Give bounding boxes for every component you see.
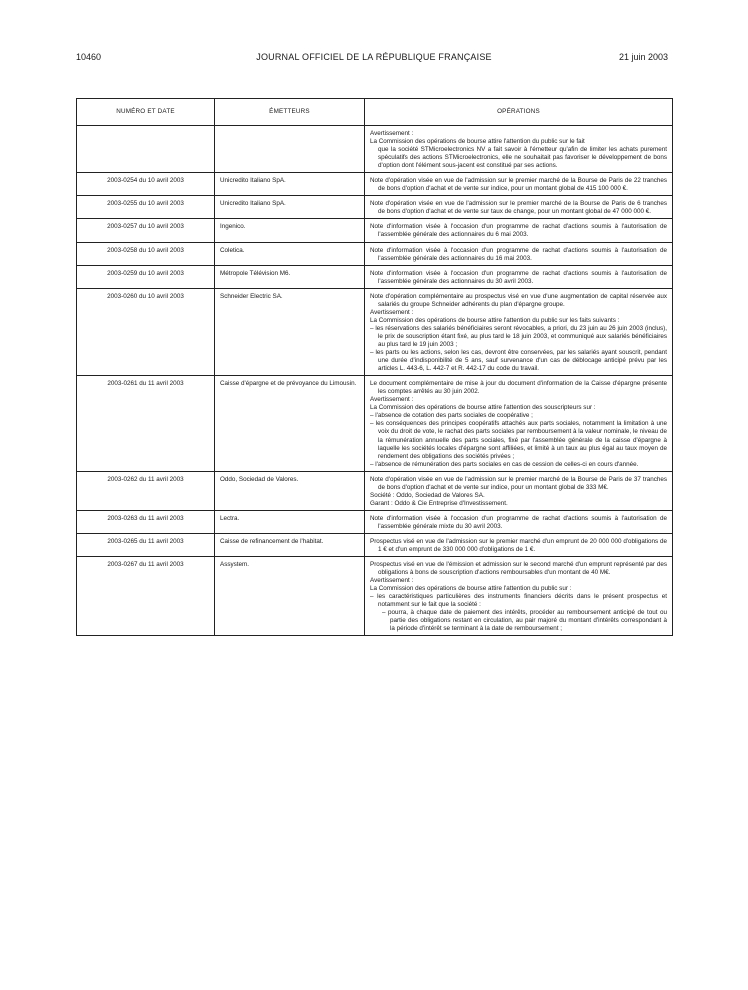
issuer-cell: Métropole Télévision M6. [215,265,365,288]
page-date: 21 juin 2003 [618,52,668,62]
table-row [77,219,673,242]
operation-paragraph: Le document complémentaire de mise à jour du document d'information de la Caisse d'épargne présente les comptes arrêtés au 30 juin 2002. [370,380,667,396]
number-date-cell: 2003-0261 du 11 avril 2003 [77,376,215,472]
issuer-cell: Lectra. [215,510,365,533]
operation-paragraph: – l'absence de rémunération des parts sociales en cas de cession de celles-ci en cours d'année. [370,460,639,468]
operation-paragraph: que la société STMicroelectronics NV a fait savoir à l'émetteur qu'afin de limiter les achats purement spéculatifs des actions STMicroelectronics, elle ne souhaitait pas favoriser le développement de bons d'option dont l'élément sous-jacent est constitué par ses actions. [378,146,667,170]
table-row [77,471,673,510]
operations-cell [365,288,673,375]
number-date-cell [77,126,215,173]
column-header-number-date: NUMÉRO ET DATE [77,99,215,126]
page-header [0,0,748,62]
number-date-cell: 2003-0263 du 11 avril 2003 [77,510,215,533]
number-date-cell: 2003-0254 du 10 avril 2003 [77,173,215,196]
issuer-cell: Ingenico. [215,219,365,242]
operation-paragraph: Note d'opération visée en vue de l'admission sur le premier marché de la Bourse de Paris de 22 tranches de bons d'option d'achat et de vente sur indice, pour un montant global de 415 100 000 €. [370,177,667,193]
operation-paragraph: – les caractéristiques particulières des instruments financiers décrits dans le présent prospectus et notamment sur le fait que la société : [370,593,667,609]
operation-paragraph: Avertissement : [370,396,414,404]
table-body [77,126,673,636]
operation-paragraph: Note d'opération visée en vue de l'admission sur le premier marché de la Bourse de Paris de 6 tranches de bons d'option d'achat et de vente sur taux de change, pour un montant global de 47 000 000 €. [370,200,667,216]
table-row [77,126,673,173]
page-number: 10460 [76,52,102,62]
operation-paragraph: La Commission des opérations de bourse attire l'attention des souscripteurs sur : [370,404,596,412]
table-row [77,173,673,196]
operations-cell [365,126,673,173]
operations-cell [365,510,673,533]
operations-cell [365,533,673,556]
column-header-issuers: ÉMETTEURS [215,99,365,126]
operation-paragraph: Garant : Oddo & Cie Entreprise d'Investissement. [370,499,508,507]
number-date-cell: 2003-0267 du 11 avril 2003 [77,557,215,636]
operation-paragraph: Société : Oddo, Sociedad de Valores SA. [370,491,485,499]
number-date-cell: 2003-0265 du 11 avril 2003 [77,533,215,556]
operations-table [76,98,673,636]
operation-paragraph: – les réservations des salariés bénéficiaires seront révocables, a priori, du 23 juin au 26 juin 2003 (inclus), le prix de souscription étant fixé, au plus tard le 18 juin 2003, et communiqué aux salariés bénéficiaires au plus tard le 19 juin 2003 ; [370,324,667,348]
issuer-cell: Oddo, Sociedad de Valores. [215,471,365,510]
operation-paragraph: – les parts ou les actions, selon les cas, devront être conservées, par les salariés ayant souscrit, pendant une durée d'indisponibilité de 5 ans, sauf survenance d'un cas de déblocage anticipé prévu par les articles L. 443-6, L. 442-7 et R. 442-17 du code du travail. [370,349,667,373]
operations-cell [365,376,673,472]
table-row [77,242,673,265]
operations-cell [365,557,673,636]
operation-paragraph: – les conséquences des principes coopératifs attachés aux parts sociales, notamment la limitation à une voix du droit de vote, le rachat des parts sociales par remboursement à la valeur nominale, le niveau de la rémunération annuelle des parts sociales, fixé par l'assemblée générale de la caisse d'épargne à laquelle les sociétés locales d'épargne sont affiliées, et limité à un taux au plus égal au taux moyen de rendement des obligations des sociétés privées ; [370,420,667,460]
number-date-cell: 2003-0262 du 11 avril 2003 [77,471,215,510]
table-row [77,533,673,556]
operation-paragraph: – pourra, à chaque date de paiement des intérêts, procéder au remboursement anticipé de tout ou partie des obligations restant en circulation, au pair majoré du montant d'intérêts correspondant à la période d'intérêt se terminant à la date de remboursement ; [382,609,667,633]
operation-paragraph: Avertissement : [370,577,414,585]
table-row [77,196,673,219]
issuer-cell: Assystem. [215,557,365,636]
number-date-cell: 2003-0255 du 10 avril 2003 [77,196,215,219]
issuer-cell: Caisse d'épargne et de prévoyance du Limousin. [215,376,365,472]
number-date-cell: 2003-0257 du 10 avril 2003 [77,219,215,242]
table-header-row [77,99,673,126]
table-row [77,265,673,288]
operation-paragraph: Note d'information visée à l'occasion d'un programme de rachat d'actions soumis à l'autorisation de l'assemblée générale des actionnaires du 30 avril 2003. [370,269,667,285]
journal-title: JOURNAL OFFICIEL DE LA RÉPUBLIQUE FRANÇAISE [256,52,492,62]
operation-paragraph: Note d'opération visée en vue de l'admission sur le premier marché de la Bourse de Paris de 37 tranches de bons d'option d'achat et de vente sur indice, pour un montant global de 333 M€. [370,475,667,491]
table-row [77,288,673,375]
operation-paragraph: – l'absence de cotation des parts sociales de coopérative ; [370,412,533,420]
table-row [77,510,673,533]
operations-cell [365,219,673,242]
table-row [77,557,673,636]
issuer-cell: Schneider Electric SA. [215,288,365,375]
number-date-cell: 2003-0259 du 10 avril 2003 [77,265,215,288]
number-date-cell: 2003-0260 du 10 avril 2003 [77,288,215,375]
operation-paragraph: Prospectus visé en vue de l'admission sur le premier marché d'un emprunt de 20 000 000 d'obligations de 1 € et d'un emprunt de 330 000 000 d'obligations de 1 €. [370,537,667,554]
operation-paragraph: Avertissement : [370,308,414,316]
table-row [77,376,673,472]
issuer-cell: Unicredito Italiano SpA. [215,173,365,196]
operation-paragraph: La Commission des opérations de bourse attire l'attention du public sur le fait [370,138,585,146]
operations-cell [365,265,673,288]
operations-cell [365,173,673,196]
operation-paragraph: La Commission des opérations de bourse attire l'attention du public sur les faits suivants : [370,316,620,324]
operation-paragraph: Prospectus visé en vue de l'émission et admission sur le second marché d'un emprunt représenté par des obligations à bons de souscription d'actions remboursables d'un montant de 40 M€. [370,561,667,577]
operations-cell [365,196,673,219]
issuer-cell: Caisse de refinancement de l'habitat. [215,533,365,556]
operations-cell [365,471,673,510]
column-header-operations: OPÉRATIONS [365,99,673,126]
operation-paragraph: Note d'opération complémentaire au prospectus visé en vue d'une augmentation de capital réservée aux salariés du groupe Schneider adhérents du plan d'épargne groupe. [370,292,667,308]
number-date-cell: 2003-0258 du 10 avril 2003 [77,242,215,265]
operation-paragraph: Note d'information visée à l'occasion d'un programme de rachat d'actions soumis à l'autorisation de l'assemblée générale des actionnaires du 16 mai 2003. [370,246,667,262]
operation-paragraph: Avertissement : [370,130,414,137]
issuer-cell: Unicredito Italiano SpA. [215,196,365,219]
operation-paragraph: Note d'information visée à l'occasion d'un programme de rachat d'actions soumis à l'autorisation de l'assemblée générale mixte du 30 avril 2003. [370,514,667,530]
operation-paragraph: La Commission des opérations de bourse attire l'attention du public sur : [370,585,572,593]
issuer-cell [215,126,365,173]
operation-paragraph: Note d'information visée à l'occasion d'un programme de rachat d'actions soumis à l'autorisation de l'assemblée générale des actionnaires du 6 mai 2003. [370,223,667,239]
issuer-cell: Coletica. [215,242,365,265]
operations-cell [365,242,673,265]
